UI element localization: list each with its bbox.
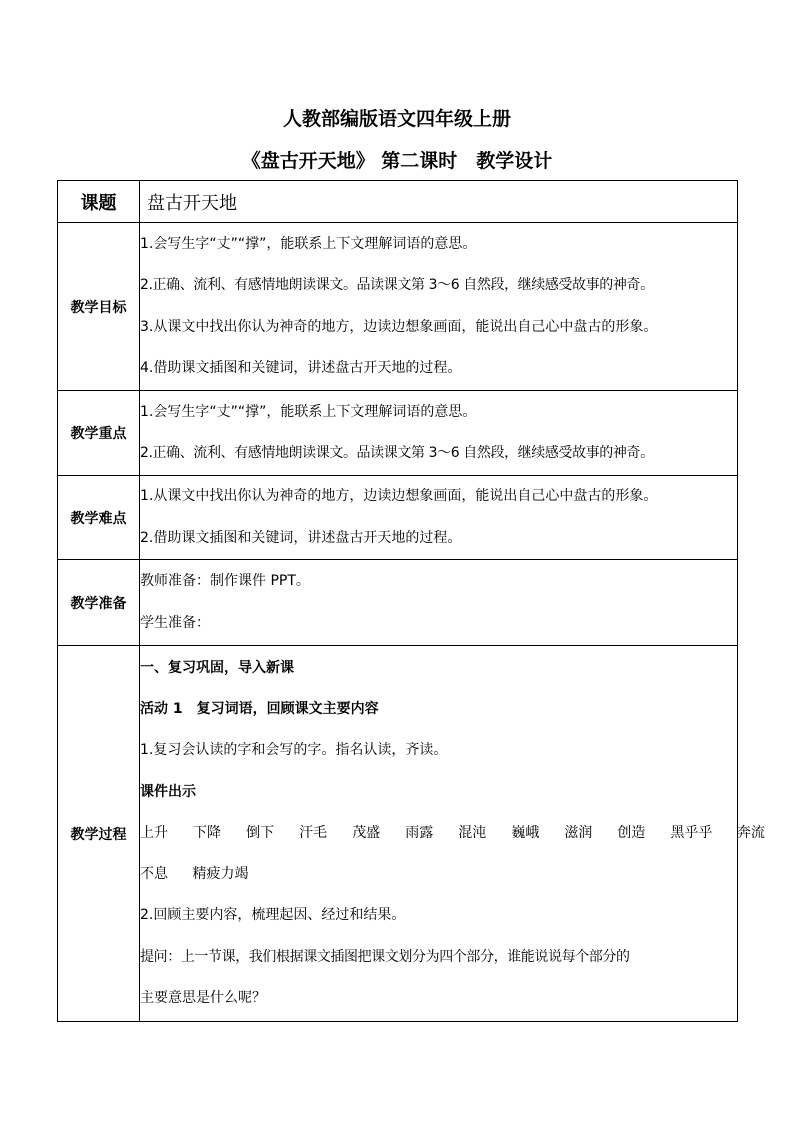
vocab-word: 奔流 [736, 824, 765, 841]
vocab-word: 雨露 [405, 824, 434, 841]
key-points-label: 教学重点 [58, 391, 140, 476]
process-step: 1.复习会认读的字和会写的字。指名认读，齐读。 [140, 742, 448, 759]
preparation-item: 学生准备： [140, 614, 210, 631]
vocab-word: 汗毛 [299, 824, 328, 841]
table-row-preparation [58, 560, 738, 646]
question-text: 提问：上一节课，我们根据课文插图把课文划分为四个部分，谁能说说每个部分的 [140, 948, 630, 965]
key-point-item: 2.正确、流利、有感情地朗读课文。品读课文第 3～6 自然段，继续感受故事的神奇。 [140, 445, 654, 461]
process-step: 2.回顾主要内容，梳理起因、经过和结果。 [140, 907, 406, 924]
table-row-topic [58, 181, 738, 223]
vocab-word: 倒下 [246, 824, 275, 841]
objective-item: 1.会写生字“丈”“撑”，能联系上下文理解词语的意思。 [140, 235, 477, 252]
vocab-word: 混沌 [458, 824, 487, 841]
vocab-word: 下降 [193, 824, 222, 841]
difficulties-label: 教学难点 [58, 476, 140, 560]
vocabulary-row [140, 813, 765, 854]
table-row-key-points [58, 391, 738, 476]
key-points-content [140, 391, 738, 476]
preparation-item: 教师准备：制作课件 PPT。 [140, 573, 310, 590]
table-row-objectives [58, 223, 738, 391]
document-title: 人教部编版语文四年级上册 [282, 108, 511, 130]
vocab-word: 滋润 [564, 824, 593, 841]
topic-value: 盘古开天地 [140, 181, 738, 223]
vocab-word: 茂盛 [352, 824, 381, 841]
preparation-label: 教学准备 [58, 560, 140, 646]
table-row-process [58, 646, 738, 1022]
topic-label: 课题 [58, 181, 140, 223]
objectives-content [140, 223, 738, 391]
vocab-word: 巍峨 [511, 824, 540, 841]
section-heading: 一、复习巩固，导入新课 [140, 659, 294, 676]
difficulty-item: 2.借助课文插图和关键词，讲述盘古开天地的过程。 [140, 529, 462, 546]
key-point-item: 1.会写生字“丈”“撑”，能联系上下文理解词语的意思。 [140, 403, 477, 420]
process-label: 教学过程 [58, 646, 140, 1022]
vocab-word: 不息 [140, 866, 168, 883]
courseware-label: 课件出示 [140, 783, 196, 800]
process-content [140, 646, 765, 1022]
objective-item: 3.从课文中找出你认为神奇的地方，边读边想象画面，能说出自己心中盘古的形象。 [140, 318, 658, 335]
objective-item: 4.借助课文插图和关键词，讲述盘古开天地的过程。 [140, 359, 462, 376]
activity-heading: 活动 1 复习词语，回顾课文主要内容 [140, 700, 379, 717]
preparation-content [140, 560, 738, 646]
document-subtitle: 《盘古开天地》 第二课时 教学设计 [241, 150, 553, 172]
vocab-word: 精疲力竭 [192, 866, 249, 883]
difficulty-item: 1.从课文中找出你认为神奇的地方，边读边想象画面，能说出自己心中盘古的形象。 [140, 488, 658, 505]
difficulties-content [140, 476, 738, 560]
question-text: 主要意思是什么呢？ [140, 990, 266, 1007]
lesson-plan-table [57, 180, 765, 1022]
vocabulary-row [140, 854, 737, 895]
table-row-difficulties [58, 476, 738, 560]
vocab-word: 上升 [140, 824, 168, 841]
vocab-word: 黑乎乎 [670, 824, 713, 841]
vocab-word: 创造 [617, 824, 646, 841]
objectives-label: 教学目标 [58, 223, 140, 391]
objective-item: 2.正确、流利、有感情地朗读课文。品读课文第 3～6 自然段，继续感受故事的神奇。 [140, 277, 654, 294]
